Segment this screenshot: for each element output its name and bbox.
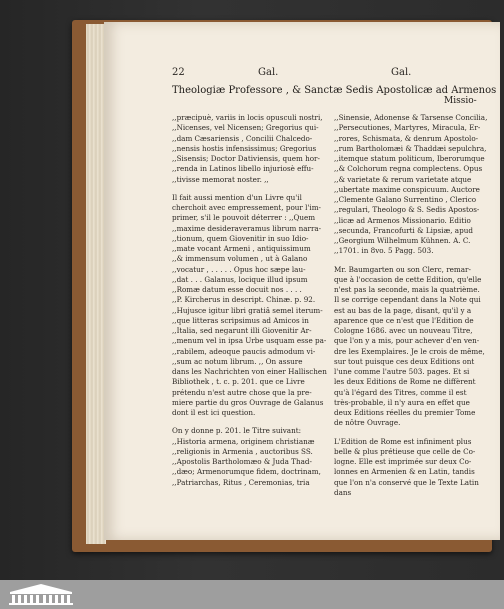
- text-line: ,,rores, Schismata, & denrum Apostolo-: [334, 133, 479, 143]
- paragraph-gap: [172, 185, 328, 193]
- text-line: ,,ubertate maxime conspicuum. Auctore: [334, 184, 480, 194]
- library-building-icon: [6, 582, 76, 606]
- text-line: dont il est ici question.: [172, 408, 256, 417]
- text-line: dans les Nachrichten von einer Hallischen: [172, 367, 327, 376]
- text-line: qu'à l'égard des Titres, comme il est: [334, 387, 467, 397]
- text-line: n'est pas la seconde, mais la quatrième.: [334, 285, 480, 294]
- text-line: ,,maxime desideraveramus librum narra-: [172, 223, 322, 233]
- text-line: ,,præcipuè, variis in locis opusculi nostri,: [172, 113, 323, 122]
- text-line: lonnes en Armenien & en Latin, tandis: [334, 467, 475, 477]
- text-line: ,,1701. in 8vo. 5 Pagg. 503.: [334, 246, 434, 256]
- text-line: de nôtre Ouvrage.: [334, 418, 401, 428]
- text-line: ,,vocatur , . . . . . Opus hoc sæpe lau-: [172, 264, 306, 274]
- text-line: belle & plus prétieuse que celle de Co-: [334, 446, 476, 456]
- text-line: ,,rum Bartholomæi & Thaddæi sepulchra,: [334, 143, 487, 153]
- text-line: ,,Historia armena, originem christianæ: [172, 436, 315, 446]
- text-line: ,,que litteras scripsimus ad Amicos in: [172, 315, 309, 325]
- text-line: très-probable, il n'y aura en effet que: [334, 397, 470, 407]
- text-line: Mr. Baumgarten ou son Clerc, remar-: [334, 264, 471, 274]
- text-line: miere partie du gros Ouvrage de Galanus: [172, 397, 324, 407]
- page-edges: [86, 24, 106, 544]
- text-line: ,,religionis in Armenia , auctoribus SS.: [172, 446, 313, 456]
- book-page: [104, 22, 500, 540]
- text-line: est au bas de la page, disant, qu'il y a: [334, 305, 472, 315]
- text-line: que l'on n'a conservé que le Texte Latin: [334, 477, 479, 487]
- text-line: ,,Clemente Galano Surrentino , Clerico: [334, 195, 477, 204]
- text-line: ,,secunda, Francofurti & Lipsiæ, apud: [334, 225, 473, 235]
- running-head-left: Gal.: [258, 67, 279, 78]
- text-line: cherchoit avec empressement, pour l'im-: [172, 203, 321, 212]
- text-line: ,,Georgium Wilhelmum Kühnen. A. C.: [334, 236, 471, 245]
- text-line: On y donne p. 201. le Titre suivant:: [172, 426, 302, 436]
- text-line: ,,Hujusce igitur libri gratiâ semel iterum-: [172, 305, 323, 315]
- text-line: ,,& immensum volumen , ut à Galano: [172, 254, 308, 264]
- text-line: ,,renda in Latinos libello injuriosè effu-: [172, 164, 314, 174]
- text-line: logne. Elle est imprimée sur deux Co-: [334, 457, 472, 466]
- text-line: ,,regulari, Theologo & S. Sedis Apostos-: [334, 205, 480, 215]
- text-line: ,,mate vocant Armeni , antiquissimum: [172, 244, 311, 253]
- text-line: que à l'occasion de cette Edition, qu'elle: [334, 274, 482, 284]
- text-line: ,,tivisse memorat noster. ,,: [172, 174, 269, 184]
- text-line: ,,tionum, quem Giovenitir in suo Idio-: [172, 233, 309, 243]
- paragraph-gap: [172, 418, 328, 426]
- left-column: [172, 113, 328, 488]
- text-line: ,,Sinensie, Adonense & Tarsense Concilia,: [334, 113, 488, 122]
- text-line: ,,& varietate & rerum varietate atque: [334, 174, 472, 184]
- text-line: ,,Patriarchas, Ritus , Ceremonias, tria: [172, 477, 310, 487]
- text-line: ,,dat . . . Galanus, locique illud ipsum: [172, 274, 308, 284]
- text-line: ,,P. Kircherus in descript. Chinæ. p. 92.: [172, 295, 316, 305]
- text-line: ,,menum vel in ipsa Urbe usquam esse pa-: [172, 336, 327, 346]
- text-line: ,,Romæ datum esse docuit nos . . . .: [172, 285, 302, 294]
- text-line: ,,nensis hostis infensissimus; Gregorius: [172, 143, 317, 153]
- title-line: Theologiæ Professore , & Sanctæ Sedis Apostolicæ ad Armenos: [172, 85, 497, 96]
- text-line: ,,itemque statum politicum, Iberorumque: [334, 154, 485, 163]
- text-line: ,,Italia, sed negarunt illi Giovenitir Ar-: [172, 326, 312, 335]
- paragraph-gap: [334, 429, 492, 437]
- text-line: dans: [334, 487, 352, 497]
- text-line: prétendu n'est autre chose que la pre-: [172, 387, 312, 397]
- right-column: [334, 113, 492, 498]
- text-line: ,,Sisensis; Doctor Dativiensis, quem hor-: [172, 154, 320, 163]
- text-line: Il fait aussi mention d'un Livre qu'il: [172, 192, 302, 202]
- text-line: primer, s'il le pouvoit déterrer : ,,Quem: [172, 213, 316, 223]
- text-line: L'Edition de Rome est infiniment plus: [334, 436, 472, 446]
- text-line: que l'on y a mis, pour achever d'en ven-: [334, 336, 480, 346]
- text-line: l'une comme l'autre 503. pages. Et si: [334, 367, 470, 376]
- text-line: ,,rabilem, adeoque paucis admodum vi-: [172, 346, 316, 356]
- text-line: deux Editions réelles du premier Tome: [334, 408, 476, 417]
- text-line: ,,Persecutiones, Martyres, Miracula, Er-: [334, 123, 481, 133]
- running-head-right: Gal.: [391, 67, 412, 78]
- text-line: ,,& Colchorum regna complectens. Opus: [334, 164, 483, 174]
- text-line: ,,licæ ad Armenos Missionario. Editio: [334, 215, 471, 225]
- text-line: ,,sum ac notum librum. ,, On assure: [172, 356, 303, 366]
- text-line: aparence que ce n'est que l'Edition de: [334, 315, 474, 325]
- text-line: ,,Nicenses, vel Nicensen; Gregorius qui-: [172, 123, 319, 133]
- text-line: ,,dam Cæsariensis , Concilii Chalcedo-: [172, 133, 313, 143]
- text-line: ,,dæo; Armenorumque fidem, doctrinam,: [172, 467, 321, 477]
- page-number: 22: [172, 67, 185, 78]
- text-line: Il se corrige cependant dans la Note qui: [334, 295, 481, 305]
- text-line: ,,Apostolis Bartholomæo & Juda Thad-: [172, 457, 312, 466]
- paragraph-gap: [334, 257, 492, 265]
- text-line: Bibliothek , t. c. p. 201. que ce Livre: [172, 377, 305, 387]
- text-line: Cologne 1686. avec un nouveau Titre,: [334, 326, 473, 335]
- text-line: les deux Editions de Rome ne diffèrent: [334, 377, 476, 387]
- running-head: [104, 67, 500, 83]
- title-continuation: Missio-: [444, 96, 477, 106]
- text-line: sur tout puisque ces deux Editions ont: [334, 356, 475, 366]
- text-line: dre les Exemplaires. Je le crois de même,: [334, 346, 485, 356]
